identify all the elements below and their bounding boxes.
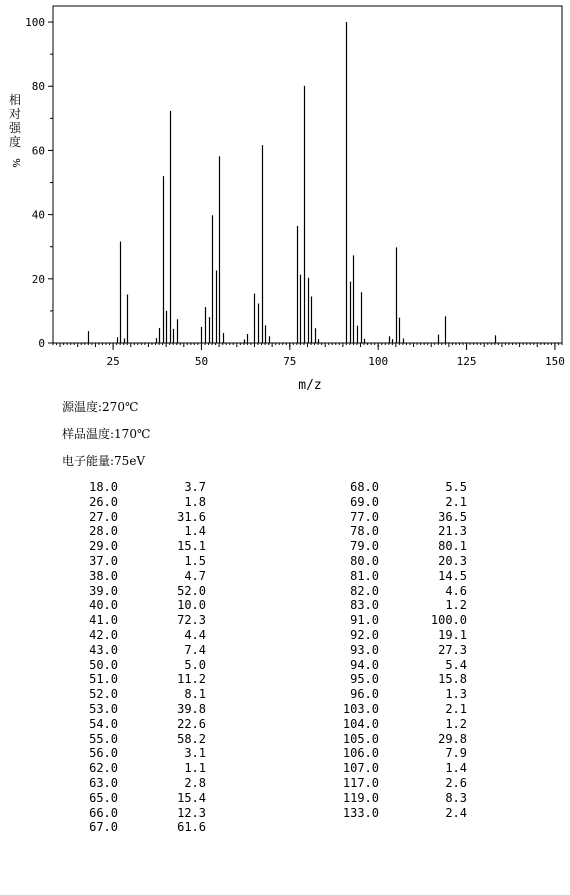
peak-row [74, 643, 206, 658]
peak-abundance: 1.1 [184, 761, 206, 776]
peak-abundance: 15.8 [438, 672, 467, 687]
peak-abundance: 80.1 [438, 539, 467, 554]
mass-spectrum-chart [0, 0, 570, 395]
peak-mz: 39.0 [89, 583, 118, 598]
peak-table-right [335, 480, 467, 820]
y-axis-label-char-1: 相 [9, 93, 22, 107]
y-tick-label: 0 [38, 337, 45, 350]
peak-mz: 107.0 [342, 761, 379, 776]
peak-abundance: 19.1 [438, 627, 467, 642]
peak-mz: 104.0 [342, 716, 379, 731]
peak-row [335, 524, 467, 539]
peak-row [335, 776, 467, 791]
peak-abundance: 39.8 [177, 701, 206, 716]
peak-mz: 119.0 [342, 790, 379, 805]
peak-abundance: 3.1 [184, 746, 206, 761]
peak-row [74, 820, 206, 835]
x-tick-label: 150 [544, 355, 565, 368]
peak-abundance: 5.0 [184, 657, 206, 672]
peak-abundance: 1.2 [445, 598, 467, 613]
x-tick-label: 50 [194, 355, 209, 368]
peak-abundance: 1.3 [445, 687, 467, 702]
peak-mz: 18.0 [89, 480, 118, 494]
peak-abundance: 2.6 [445, 775, 467, 790]
peak-row [74, 584, 206, 599]
peak-abundance: 8.3 [445, 790, 467, 805]
peak-mz: 62.0 [89, 761, 118, 776]
peak-abundance: 15.1 [177, 539, 206, 554]
peak-mz: 28.0 [89, 524, 118, 539]
peak-mz: 96.0 [350, 687, 379, 702]
peak-abundance: 29.8 [438, 731, 467, 746]
peak-mz: 38.0 [89, 568, 118, 583]
peak-row [74, 687, 206, 702]
spectrum-bars [89, 22, 496, 343]
peak-mz: 52.0 [89, 687, 118, 702]
peak-mz: 78.0 [350, 524, 379, 539]
peak-row [335, 746, 467, 761]
peak-row [74, 806, 206, 821]
peak-abundance: 21.3 [438, 524, 467, 539]
peak-mz: 95.0 [350, 672, 379, 687]
peak-row [335, 554, 467, 569]
peak-row [335, 628, 467, 643]
peak-row [74, 524, 206, 539]
peak-row [335, 806, 467, 821]
peak-row [74, 746, 206, 761]
peak-row [335, 480, 467, 495]
peak-abundance: 36.5 [438, 509, 467, 524]
peak-row [74, 761, 206, 776]
peak-mz: 40.0 [89, 598, 118, 613]
peak-abundance: 1.8 [184, 494, 206, 509]
peak-row [74, 495, 206, 510]
peak-row [74, 702, 206, 717]
peak-abundance: 11.2 [177, 672, 206, 687]
peak-row [335, 598, 467, 613]
y-axis-label [9, 92, 23, 168]
peak-mz: 77.0 [350, 509, 379, 524]
peak-mz: 81.0 [350, 568, 379, 583]
peak-row [74, 717, 206, 732]
peak-row [335, 510, 467, 525]
peak-abundance: 1.5 [184, 553, 206, 568]
peak-row [74, 569, 206, 584]
peak-mz: 55.0 [89, 731, 118, 746]
peak-row [74, 510, 206, 525]
peak-abundance: 100.0 [430, 613, 467, 628]
peak-abundance: 4.6 [445, 583, 467, 598]
electron-energy: 电子能量:75eV [62, 454, 146, 468]
peak-mz: 29.0 [89, 539, 118, 554]
x-minor-ticks [53, 343, 562, 347]
peak-abundance: 72.3 [177, 613, 206, 628]
peak-mz: 82.0 [350, 583, 379, 598]
peak-abundance: 8.1 [184, 687, 206, 702]
peak-abundance: 2.1 [445, 701, 467, 716]
peak-mz: 117.0 [342, 775, 379, 790]
peak-row [74, 658, 206, 673]
x-axis-label: m/z [298, 378, 322, 393]
peak-row [74, 598, 206, 613]
x-tick-label: 125 [456, 355, 477, 368]
peak-mz: 94.0 [350, 657, 379, 672]
peak-mz: 133.0 [342, 805, 379, 820]
peak-row [335, 643, 467, 658]
peak-row [335, 717, 467, 732]
y-tick-label: 20 [31, 272, 45, 286]
x-axis-ticks [106, 343, 564, 368]
peak-row [335, 584, 467, 599]
peak-abundance: 2.4 [445, 805, 467, 820]
peak-mz: 105.0 [342, 731, 379, 746]
peak-abundance: 27.3 [438, 642, 467, 657]
peak-row [74, 539, 206, 554]
peak-row [74, 480, 206, 495]
peak-abundance: 1.4 [184, 524, 206, 539]
peak-mz: 65.0 [89, 790, 118, 805]
peak-abundance: 12.3 [177, 805, 206, 820]
peak-mz: 63.0 [89, 775, 118, 790]
peak-mz: 79.0 [350, 539, 379, 554]
peak-row [74, 776, 206, 791]
peak-abundance: 7.9 [445, 746, 467, 761]
y-axis-label-char-2: 对 [9, 107, 22, 121]
peak-mz: 53.0 [89, 701, 118, 716]
peak-abundance: 31.6 [177, 509, 206, 524]
peak-row [335, 732, 467, 747]
x-tick-label: 100 [368, 355, 389, 368]
peak-mz: 103.0 [342, 701, 379, 716]
peak-abundance: 61.6 [177, 820, 206, 835]
peak-abundance: 5.5 [445, 480, 467, 494]
peak-abundance: 20.3 [438, 553, 467, 568]
peak-row [335, 495, 467, 510]
y-tick-label: 80 [31, 80, 45, 94]
peak-abundance: 10.0 [177, 598, 206, 613]
peak-mz: 50.0 [89, 657, 118, 672]
peak-mz: 91.0 [350, 613, 379, 628]
peak-row [335, 539, 467, 554]
peak-abundance: 1.4 [445, 761, 467, 776]
y-tick-label: 40 [31, 208, 45, 222]
y-tick-label: 60 [31, 144, 45, 158]
peak-row [74, 672, 206, 687]
peak-abundance: 7.4 [184, 642, 206, 657]
peak-row [74, 791, 206, 806]
peak-mz: 83.0 [350, 598, 379, 613]
peak-mz: 26.0 [89, 494, 118, 509]
peak-abundance: 14.5 [438, 568, 467, 583]
peak-mz: 93.0 [350, 642, 379, 657]
peak-mz: 68.0 [350, 480, 379, 494]
peak-mz: 80.0 [350, 553, 379, 568]
peak-table-left [74, 480, 206, 835]
peak-row [335, 791, 467, 806]
plot-frame [53, 6, 562, 343]
peak-row [74, 628, 206, 643]
peak-abundance: 4.4 [184, 627, 206, 642]
peak-row [335, 569, 467, 584]
x-tick-label: 25 [106, 355, 120, 368]
peak-mz: 54.0 [89, 716, 118, 731]
peak-abundance: 5.4 [445, 657, 467, 672]
peak-mz: 66.0 [89, 805, 118, 820]
y-axis-unit: % [12, 158, 23, 168]
peak-mz: 43.0 [89, 642, 118, 657]
peak-abundance: 3.7 [184, 480, 206, 494]
peak-row [335, 702, 467, 717]
peak-mz: 51.0 [89, 672, 118, 687]
peak-row [335, 613, 467, 628]
peak-mz: 69.0 [350, 494, 379, 509]
peak-mz: 106.0 [342, 746, 379, 761]
peak-abundance: 52.0 [177, 583, 206, 598]
peak-mz: 67.0 [89, 820, 118, 835]
peak-abundance: 2.8 [184, 775, 206, 790]
y-tick-label: 100 [25, 16, 45, 30]
peak-row [335, 658, 467, 673]
peak-abundance: 1.2 [445, 716, 467, 731]
peak-row [335, 761, 467, 776]
peak-abundance: 2.1 [445, 494, 467, 509]
peak-abundance: 4.7 [184, 568, 206, 583]
peak-row [74, 732, 206, 747]
y-axis-label-char-3: 强 [9, 121, 22, 135]
peak-mz: 37.0 [89, 553, 118, 568]
y-axis-label-char-4: 度 [9, 135, 22, 149]
peak-row [335, 672, 467, 687]
peak-mz: 56.0 [89, 746, 118, 761]
peak-mz: 27.0 [89, 509, 118, 524]
peak-mz: 41.0 [89, 613, 118, 628]
sample-temperature: 样品温度:170℃ [62, 427, 151, 441]
peak-abundance: 22.6 [177, 716, 206, 731]
peak-mz: 42.0 [89, 627, 118, 642]
peak-abundance: 15.4 [177, 790, 206, 805]
peak-row [74, 554, 206, 569]
y-axis-ticks [25, 16, 53, 350]
peak-mz: 92.0 [350, 627, 379, 642]
peak-row [74, 613, 206, 628]
x-tick-label: 75 [283, 355, 297, 368]
source-temperature: 源温度:270℃ [62, 400, 139, 414]
peak-abundance: 58.2 [177, 731, 206, 746]
peak-row [335, 687, 467, 702]
